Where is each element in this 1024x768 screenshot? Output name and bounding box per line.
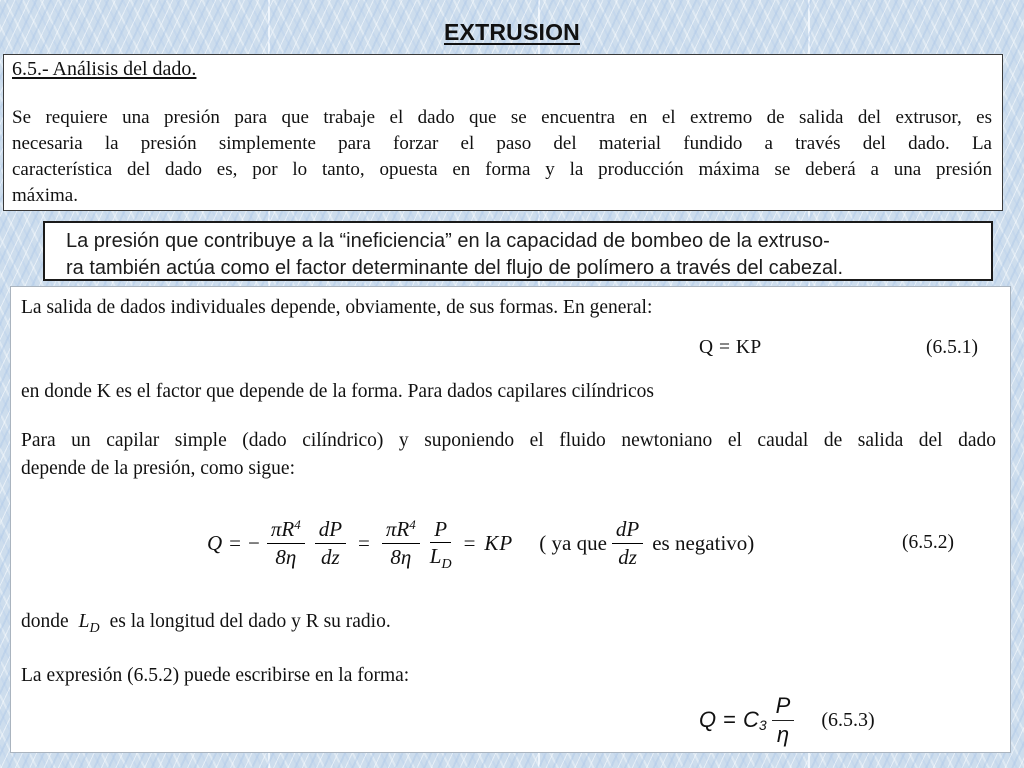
eq653-num: P [772, 694, 795, 720]
slide-title: EXTRUSION [444, 19, 580, 45]
fraction-pir4-8eta-1 [267, 518, 305, 567]
fraction-p-eta [772, 694, 795, 745]
eq652-note-num: dP [612, 518, 643, 543]
eq652-q: Q [207, 530, 223, 555]
equation-651-label: (6.5.1) [926, 337, 978, 358]
equation-651: Q = KP [699, 337, 762, 358]
eq653-c: C [742, 707, 759, 732]
capilar-line-2: depende de la presión, como sigue: [21, 458, 295, 479]
eq652-equals-3: = [463, 530, 476, 555]
paragraph-general: La salida de dados individuales depende, obviamente, de sus formas. En general: [21, 297, 653, 318]
donde-rest: es la longitud del dado y R su radio. [109, 611, 391, 632]
ld-variable: L [78, 611, 90, 632]
callout-box [43, 221, 993, 281]
eq652-num3: πR [385, 517, 410, 542]
eq653-q: Q [699, 707, 717, 732]
paragraph-donde [21, 609, 996, 637]
eq652-note-post: es negativo) [652, 530, 755, 555]
equation-652 [21, 497, 996, 589]
intro-line-2: necesaria la presión simplemente para forzar el paso del material fundido a través del dado. La [12, 133, 992, 154]
eq652-den3: 8η [390, 544, 412, 569]
eq652-kp: KP [484, 530, 514, 555]
paragraph-k-factor: en donde K es el factor que depende de la forma. Para dados capilares cilíndricos [21, 381, 654, 402]
eq652-den2: dz [321, 544, 340, 569]
eq652-den4: L [429, 544, 442, 569]
intro-line-3: característica del dado es, por lo tanto, opuesta en forma y la producción máxima se deberá a una presión [12, 159, 992, 180]
eq652-note-den: dz [618, 544, 637, 569]
callout-line-1: La presión que contribuye a la “ineficiencia” en la capacidad de bombeo de la extruso- [66, 230, 830, 252]
eq652-num4: P [430, 518, 451, 543]
intro-line-1: Se requiere una presión para que trabaje el dado que se encuentra en el extremo de salida del extrusor, es [12, 107, 992, 128]
eq652-minus: − [248, 530, 260, 555]
paragraph-expresion: La expresión (6.5.2) puede escribirse en la forma: [21, 665, 410, 686]
fraction-p-ld [429, 517, 452, 573]
eq652-den1: 8η [275, 544, 297, 569]
fraction-pir4-8eta-2 [382, 518, 420, 567]
equation-653 [21, 691, 996, 749]
intro-box [3, 54, 1003, 211]
eq653-c-sub: 3 [758, 717, 767, 733]
equation-651-row [21, 337, 996, 363]
donde-text: donde [21, 611, 69, 632]
intro-line-4: máxima. [12, 185, 78, 206]
main-content-box [10, 286, 1011, 753]
fraction-dp-dz-1 [315, 518, 346, 567]
eq653-den: η [776, 721, 790, 747]
equation-652-label: (6.5.2) [902, 532, 954, 553]
eq653-equals: = [723, 707, 736, 732]
eq652-note-pre: ( ya que [539, 530, 607, 555]
equation-653-label: (6.5.3) [821, 708, 875, 731]
eq652-equals-1: = [229, 530, 242, 555]
eq652-den4-sub: D [441, 557, 452, 573]
intro-paragraph [12, 105, 992, 209]
callout-line-2: ra también actúa como el factor determinante del flujo de polímero a través del cabezal. [66, 257, 844, 279]
section-heading: 6.5.- Análisis del dado. [12, 58, 197, 80]
paragraph-capilar [21, 427, 996, 483]
eq652-num2: dP [315, 518, 346, 543]
eq652-num1-sup: 4 [294, 517, 301, 533]
fraction-dp-dz-note [612, 518, 643, 567]
eq652-equals-2: = [358, 530, 370, 555]
ld-subscript: D [89, 621, 100, 636]
capilar-line-1: Para un capilar simple (dado cilíndrico) y suponiendo el fluido newtoniano el caudal de salida del dado [21, 430, 996, 451]
eq652-num3-sup: 4 [409, 517, 416, 533]
eq652-num1: πR [270, 517, 295, 542]
